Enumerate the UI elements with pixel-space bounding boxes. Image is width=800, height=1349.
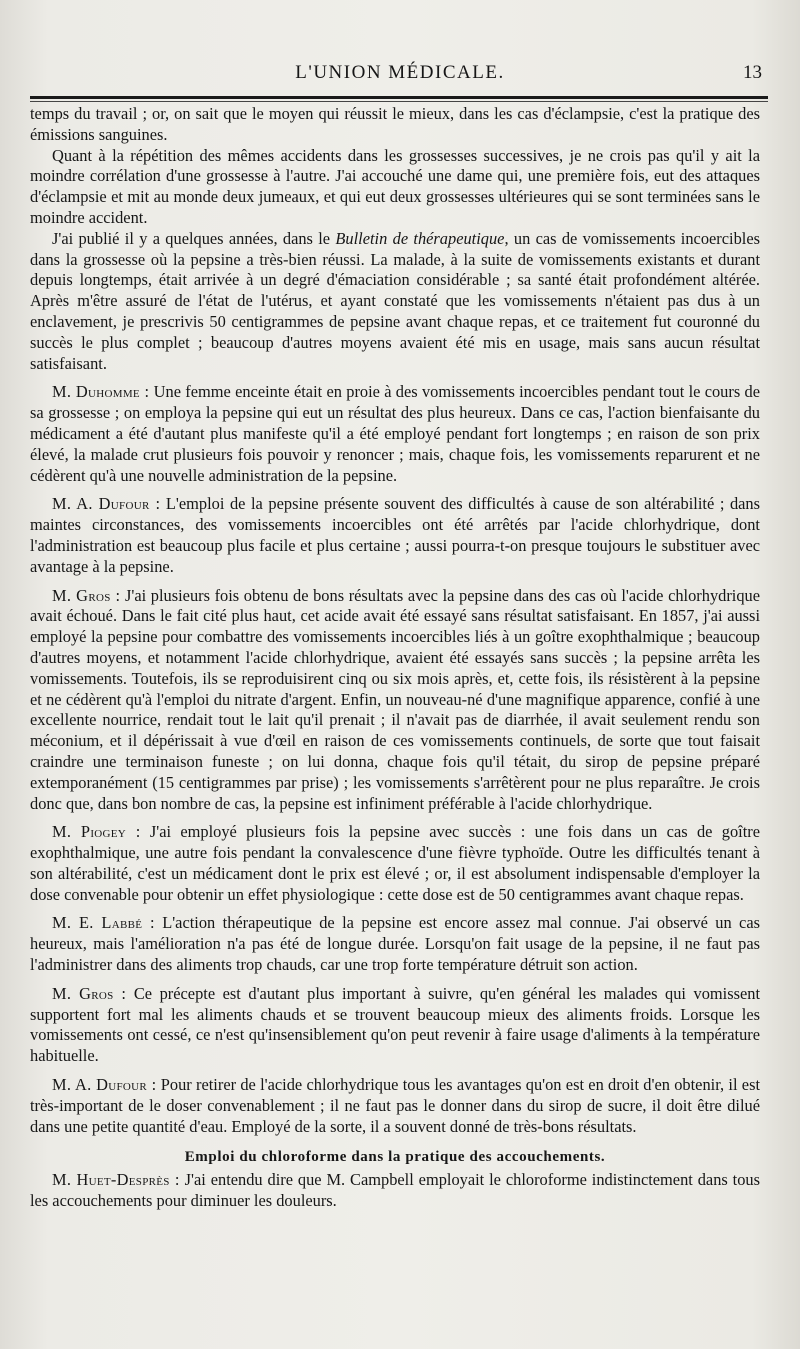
- page-header: [30, 62, 770, 86]
- speaker-name: M. Huet-Desprès :: [52, 1170, 180, 1190]
- paragraph-text: J'ai publié il y a quelques années, dans le: [52, 228, 336, 248]
- paragraph-text: , un cas de vomissements incoercibles dans la grossesse où la pepsine a très-bien réussi. La malade, à la suite de vomissements existants et durant depuis longtemps, était arrivée à un degré d'émaciation considérable ; sa santé était profondément altérée. Après m'être assuré de l'état de l'utérus, et ayant constaté que les vomissements n'étaient pas dus à un enclavement, je prescrivis 50 centigrammes de pepsine avant chaque repas, et ce traitement fut couronné du succès le plus complet ; beaucoup d'autres moyens avaient été mis en usage, mais sans aucun résultat satisfaisant.: [30, 228, 760, 373]
- speech-paragraph: [30, 1170, 760, 1212]
- section-heading: Emploi du chloroforme dans la pratique des accouchements.: [184, 1149, 606, 1166]
- speaker-name: M. E. Labbé :: [52, 913, 155, 933]
- paragraph-text: L'emploi de la pepsine présente souvent des difficultés à cause de son altérabilité ; dans maintes circonstances, des vomissements incoercibles ont été arrêtés par l'acide chlorhydrique, dont l'administration est beaucoup plus facile et plus certaine ; aussi pourra-t-on presque toujours le substituer avec avantage à la pepsine.: [30, 494, 760, 576]
- speaker-name: M. Piogey :: [52, 822, 141, 842]
- paragraph-text: J'ai employé plusieurs fois la pepsine avec succès : une fois dans un cas de goître exophthalmique, une autre fois pendant la convalescence d'une fièvre typhoïde. Outre les difficultés tenant à son altérabilité, c'est un médicament dont le prix est élevé ; or, il est absolument indispensable d'employer la dose convenable pour obtenir un effet physiologique : cette dose est de 50 centigrammes avant chaque repas.: [30, 822, 760, 904]
- speech-paragraph: [30, 913, 760, 975]
- paragraph: [30, 229, 760, 375]
- speech-paragraph: [30, 586, 760, 815]
- paragraph-text: Pour retirer de l'acide chlorhydrique tous les avantages qu'on est en droit d'en obtenir, il est très-important de le doser convenablement ; il ne faut pas le donner dans du sirop de sucre, il doit être dilué dans une petite quantité d'eau. Employé de la sorte, il a souvent donné de très-bons résultats.: [30, 1075, 760, 1136]
- paragraph: [30, 146, 760, 229]
- paragraph-text: L'action thérapeutique de la pepsine est encore assez mal connue. J'ai observé un cas heureux, mais l'amélioration n'a pas été de longue durée. Lorsqu'on fait usage de la pepsine, il ne faut pas l'administrer dans des aliments trop chauds, car une trop forte température détruit son action.: [30, 913, 760, 975]
- speaker-name: M. Duhomme :: [52, 382, 150, 402]
- paragraph-text: J'ai plusieurs fois obtenu de bons résultats avec la pepsine dans des cas où l'acide chlorhydrique avait échoué. Dans le fait cité plus haut, cet acide avait été essayé sans résultat satisfaisant. En 1857, j'ai aussi employé la pepsine pour combattre des vomissements incoercibles liés à un goître exophthalmique ; beaucoup d'autres moyens, et notamment l'acide chlorhydrique, avaient été essayés sans succès ; la pepsine arrêta les vomissements. Toutefois, ils se reproduisirent cinq ou six mois après, et, cette fois, ils résistèrent à la pepsine et ne cédèrent qu'à l'emploi du nitrate d'argent. Enfin, un nouveau-né d'une magnifique apparence, confié à une excellente nourrice, rendait tout le lait qu'il prenait ; il n'avait pas de diarrhée, il avait seulement rendu son méconium, et il dépérissait à vue d'œil en raison de ces vomissements continuels, de sorte que tout faisait craindre une terminaison funeste ; on lui donna, chaque fois qu'il tétait, du sirop de pepsine préparé extemporanément (15 centigrammes par prise) ; les vomissements s'arrêtèrent pour ne plus reparaître. Je crois donc que, dans bon nombre de cas, la pepsine est infiniment préférable à l'acide chlorhydrique.: [30, 585, 761, 813]
- speaker-name: M. A. Dufour :: [52, 1075, 157, 1095]
- speech-paragraph: [30, 1075, 760, 1137]
- header-rule: [30, 96, 768, 99]
- journal-title: Bulletin de thérapeutique: [335, 228, 505, 248]
- speech-paragraph: [30, 984, 760, 1067]
- paragraph-text: Une femme enceinte était en proie à des vomissements incoercibles pendant tout le cours de sa grossesse ; on employa la pepsine qui eut un résultat des plus heureux. Dans ce cas, l'action bienfaisante du médicament a été d'autant plus manifeste qu'il a été employé pendant fort longtemps ; en raison de son prix élevé, la malade crut plusieurs fois pouvoir y renoncer ; mais, chaque fois, les vomissements reparurent et ne cédèrent qu'à une nouvelle administration de la pepsine.: [30, 382, 760, 485]
- paragraph-text: Quant à la répétition des mêmes accidents dans les grossesses successives, je ne crois pas qu'il y ait la moindre corrélation d'une grossesse à l'autre. J'ai accouché une dame qui, une première fois, eut des attaques d'éclampsie et mit au monde deux jumeaux, et qui eut deux grossesses ultérieures qui se sont terminées sans le moindre accident.: [30, 145, 760, 227]
- page-number: 13: [743, 62, 762, 83]
- paragraph-text: Ce précepte est d'autant plus important à suivre, qu'en général les malades qui vomissent supportent fort mal les aliments chauds et se trouvent beaucoup mieux des aliments froids. Lorsque les vomissements ont cessé, ce n'est qu'insensiblement qu'on peut revenir à faire usage d'aliments à la température habituelle.: [30, 983, 760, 1066]
- speech-paragraph: [30, 382, 760, 486]
- paragraph-text: temps du travail ; or, on sait que le moyen qui réussit le mieux, dans les cas d'éclampsie, c'est la pratique des émissions sanguines.: [30, 104, 760, 144]
- paragraph-text: J'ai entendu dire que M. Campbell employait le chloroforme indistinctement dans tous les accouchements pour diminuer les douleurs.: [30, 1170, 760, 1211]
- speaker-name: M. Gros :: [52, 585, 121, 605]
- speech-paragraph: [30, 822, 760, 905]
- header-rule-thin: [30, 101, 768, 102]
- running-title: L'UNION MÉDICALE.: [295, 62, 505, 83]
- document-body: [30, 104, 760, 1212]
- speaker-name: M. A. Dufour :: [52, 494, 161, 514]
- paragraph: [30, 104, 760, 146]
- speaker-name: M. Gros :: [52, 983, 127, 1003]
- speech-paragraph: [30, 494, 760, 577]
